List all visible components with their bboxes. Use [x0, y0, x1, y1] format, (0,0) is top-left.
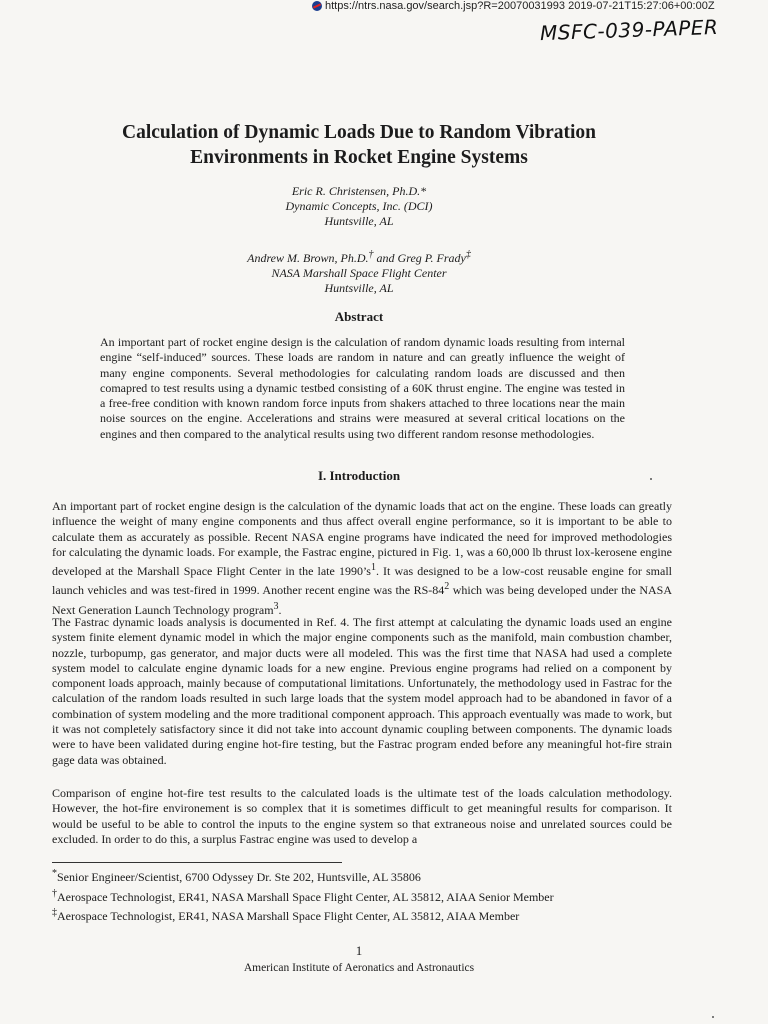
page-footer: American Institute of Aeronatics and Astronautics: [243, 962, 475, 974]
nasa-logo-icon: [312, 1, 322, 11]
scan-speck: [712, 1016, 714, 1018]
abstract-heading: Abstract: [334, 309, 384, 324]
footnote-2-text: Aerospace Technologist, ER41, NASA Marshall Space Flight Center, AL 35812, AIAA Senior Member: [57, 889, 554, 904]
footnote-1: [52, 866, 672, 886]
author-1-location: Huntsville, AL: [324, 214, 394, 228]
author-2-conj: and Greg P. Frady: [373, 251, 466, 265]
source-url-text: https://ntrs.nasa.gov/search.jsp?R=20070031993 2019-07-21T15:27:06+00:00Z: [325, 0, 715, 12]
paper-title: [0, 120, 718, 170]
intro-paragraph-1: [52, 499, 672, 618]
title-line-2: Environments in Rocket Engine Systems: [190, 147, 528, 168]
intro-p1-part-c: which was being developed under the NASA Next Generation Launch Technology program: [52, 583, 672, 617]
author-1-org: Dynamic Concepts, Inc. (DCI): [285, 199, 433, 213]
footnote-3: [52, 905, 672, 925]
handwritten-document-id: MSFC-039-PAPER: [539, 14, 719, 46]
intro-paragraph-2: The Fastrac dynamic loads analysis is documented in Ref. 4. The first attempt at calculating the dynamic loads used an engine system finite element dynamic model in which the major engine components such as the manifold, main combustion chamber, nozzle, turbopump, gas generator, and major ducts were all modeled. This was the first time that NASA had used a complete system model to calculate engine dynamic loads for a new engine. Previous engine programs had relied on a component by component loads approach, mainly because of computational limitations. Unfortunately, the methodology used in Fastrac for the calculation of the random loads resulted in such large loads that the system model approach had to be abandoned in favor of a combination of system modeling and the more traditional component approach. This approach eventually was made to work, but it was not completely satisfactory since it did not take into account dynamic coupling between components. The dynamic loads were to have been validated during engine hot-fire testing, but the Fastrac program ended before any meaningful hot-fire strain gage data was obtained.: [52, 615, 672, 767]
intro-paragraph-3: Comparison of engine hot-fire test results to the calculated loads is the ultimate test of the loads calculation methodology. However, the hot-fire environement is so complex that it is sometimes difficult to get meaningful results for comparison. It would be useful to be able to control the inputs to the engine system so that extraneous noise and unrelated sources could be excluded. In order to do this, a surplus Fastrac engine was used to develop a: [52, 786, 672, 846]
ref-1-superscript: 1: [370, 562, 376, 574]
footnote-3-text: Aerospace Technologist, ER41, NASA Marshall Space Flight Center, AL 35812, AIAA Member: [57, 909, 520, 923]
author-block-1: [0, 184, 718, 229]
author-2a-name: Andrew M. Brown, Ph.D.: [247, 251, 369, 265]
footnote-3-mark: ‡: [52, 907, 57, 918]
footnote-1-mark: *: [52, 868, 57, 879]
footnote-2-mark: †: [52, 887, 57, 899]
intro-p1-part-d: .: [278, 602, 282, 617]
ref-2-superscript: 2: [444, 581, 450, 593]
author-block-2: [0, 247, 718, 296]
footnote-2: [52, 886, 672, 906]
source-url-header: [312, 0, 715, 12]
author-2-names: [0, 247, 718, 266]
footnotes: [52, 866, 672, 925]
abstract-text: An important part of rocket engine design is the calculation of random dynamic loads resulting from internal engine “self-induced” sources. These loads are random in nature and can greatly influence the weight of many engine components. Several methodologies for calculating random loads are discussed and then comapred to test results using a dynamic testbed consisting of a 60K thrust engine. The engine was tested in a free-free condition with known random force inputs from shakers attached to three locations near the main noise sources on the engine. Accelerations and strains were measured at several critical locations on the engines and then compared to the analytical results using two different random resonse methodologies.: [100, 335, 625, 441]
footnote-divider: [52, 862, 342, 863]
page-number: 1: [355, 943, 363, 958]
author-2-org: NASA Marshall Space Flight Center: [271, 266, 447, 280]
intro-p1-part-a: An important part of rocket engine design is the calculation of the dynamic loads that act on the engine. These loads can greatly influence the weight of many engine components and thus affect overall engine performance, so it is important to be able to calculate them as accurately as possible. Recent NASA engine programs have indicated the need for improved methodologies for calculating the dynamic loads. For example, the Fastrac engine, pictured in Fig. 1, was a 60,000 lb thrust lox-kerosene engine developed at the Marshall Space Flight Center in the late 1990’s: [52, 499, 672, 579]
footnote-1-text: Senior Engineer/Scientist, 6700 Odyssey Dr. Ste 202, Huntsville, AL 35806: [57, 870, 421, 884]
author-1-name: Eric R. Christensen, Ph.D.*: [291, 184, 427, 198]
author-2a-mark: †: [368, 249, 374, 260]
author-2b-mark: ‡: [465, 249, 471, 260]
title-line-1: Calculation of Dynamic Loads Due to Random Vibration: [122, 122, 596, 143]
introduction-heading: I. Introduction: [317, 468, 401, 483]
scan-speck: [650, 478, 652, 480]
ref-3-superscript: 3: [273, 600, 279, 612]
intro-p1-part-b: . It was designed to be a low-cost reusable engine for small launch vehicles and was test-fired in 1999. Another recent engine was the RS-84: [52, 564, 672, 598]
author-2-location: Huntsville, AL: [324, 281, 394, 295]
